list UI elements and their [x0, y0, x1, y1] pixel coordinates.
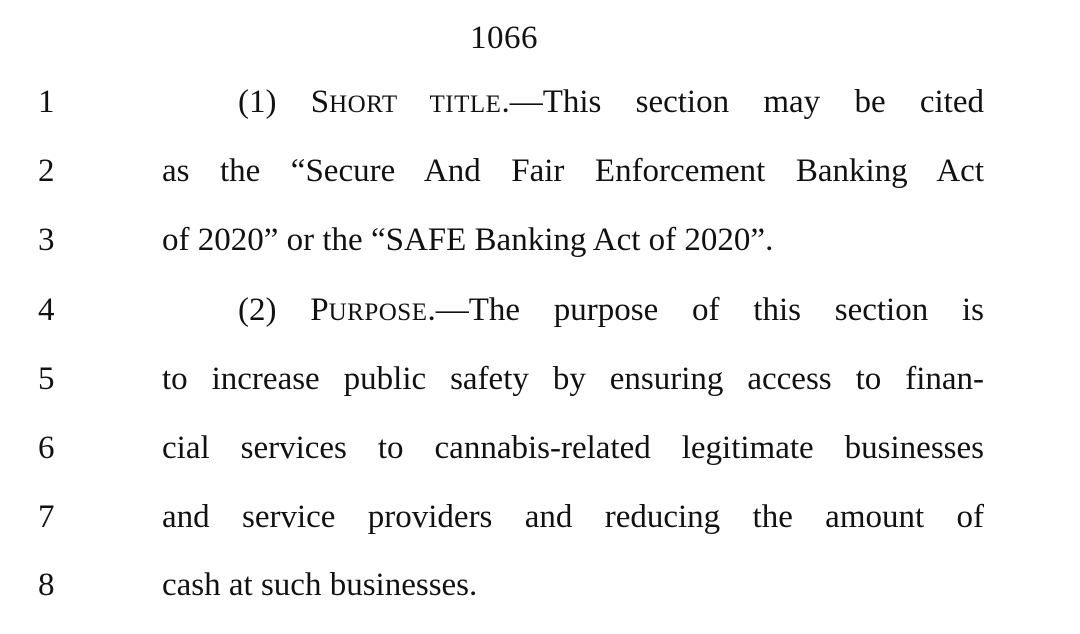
- text-line-2: [0, 151, 1080, 220]
- line-number: 8: [38, 567, 55, 603]
- line-text: of 2020” or the “SAFE Banking Act of 2020”.: [162, 222, 774, 258]
- line-number: 3: [38, 222, 55, 258]
- text-line-3: [0, 220, 1080, 289]
- line-number: 2: [38, 153, 55, 189]
- text-line-4: [0, 290, 1080, 359]
- line-number: 4: [38, 292, 55, 328]
- small-caps-initial: P: [310, 292, 329, 328]
- line-text: to increase public safety by ensuring access to finan-: [162, 361, 984, 397]
- text-line-5: [0, 359, 1080, 428]
- line-text: [238, 82, 984, 125]
- small-caps-initial: S: [310, 84, 330, 120]
- small-caps-heading: URPOSE: [328, 299, 428, 326]
- line-text: cash at such businesses.: [162, 567, 478, 603]
- text-line-8: [0, 565, 1080, 634]
- line-number: 5: [38, 361, 55, 397]
- line-number: 6: [38, 430, 55, 466]
- line-number: 1: [38, 84, 55, 120]
- text-line-7: [0, 497, 1080, 566]
- line-number: 7: [38, 499, 55, 535]
- text-line-6: [0, 428, 1080, 497]
- text-segment: (2): [238, 292, 311, 328]
- text-segment: .—The purpose of this section is: [427, 292, 984, 328]
- line-text: and service providers and reducing the amount of: [162, 499, 984, 535]
- line-text: [238, 290, 984, 333]
- text-line-1: [0, 82, 1080, 151]
- text-segment: (1): [238, 84, 311, 120]
- small-caps-heading: HORT TITLE: [329, 91, 502, 118]
- line-text: cial services to cannabis-related legitimate businesses: [162, 430, 984, 466]
- line-text: as the “Secure And Fair Enforcement Banking Act: [162, 153, 984, 189]
- page-number: 1066: [470, 20, 538, 56]
- text-segment: .—This section may be cited: [501, 84, 984, 120]
